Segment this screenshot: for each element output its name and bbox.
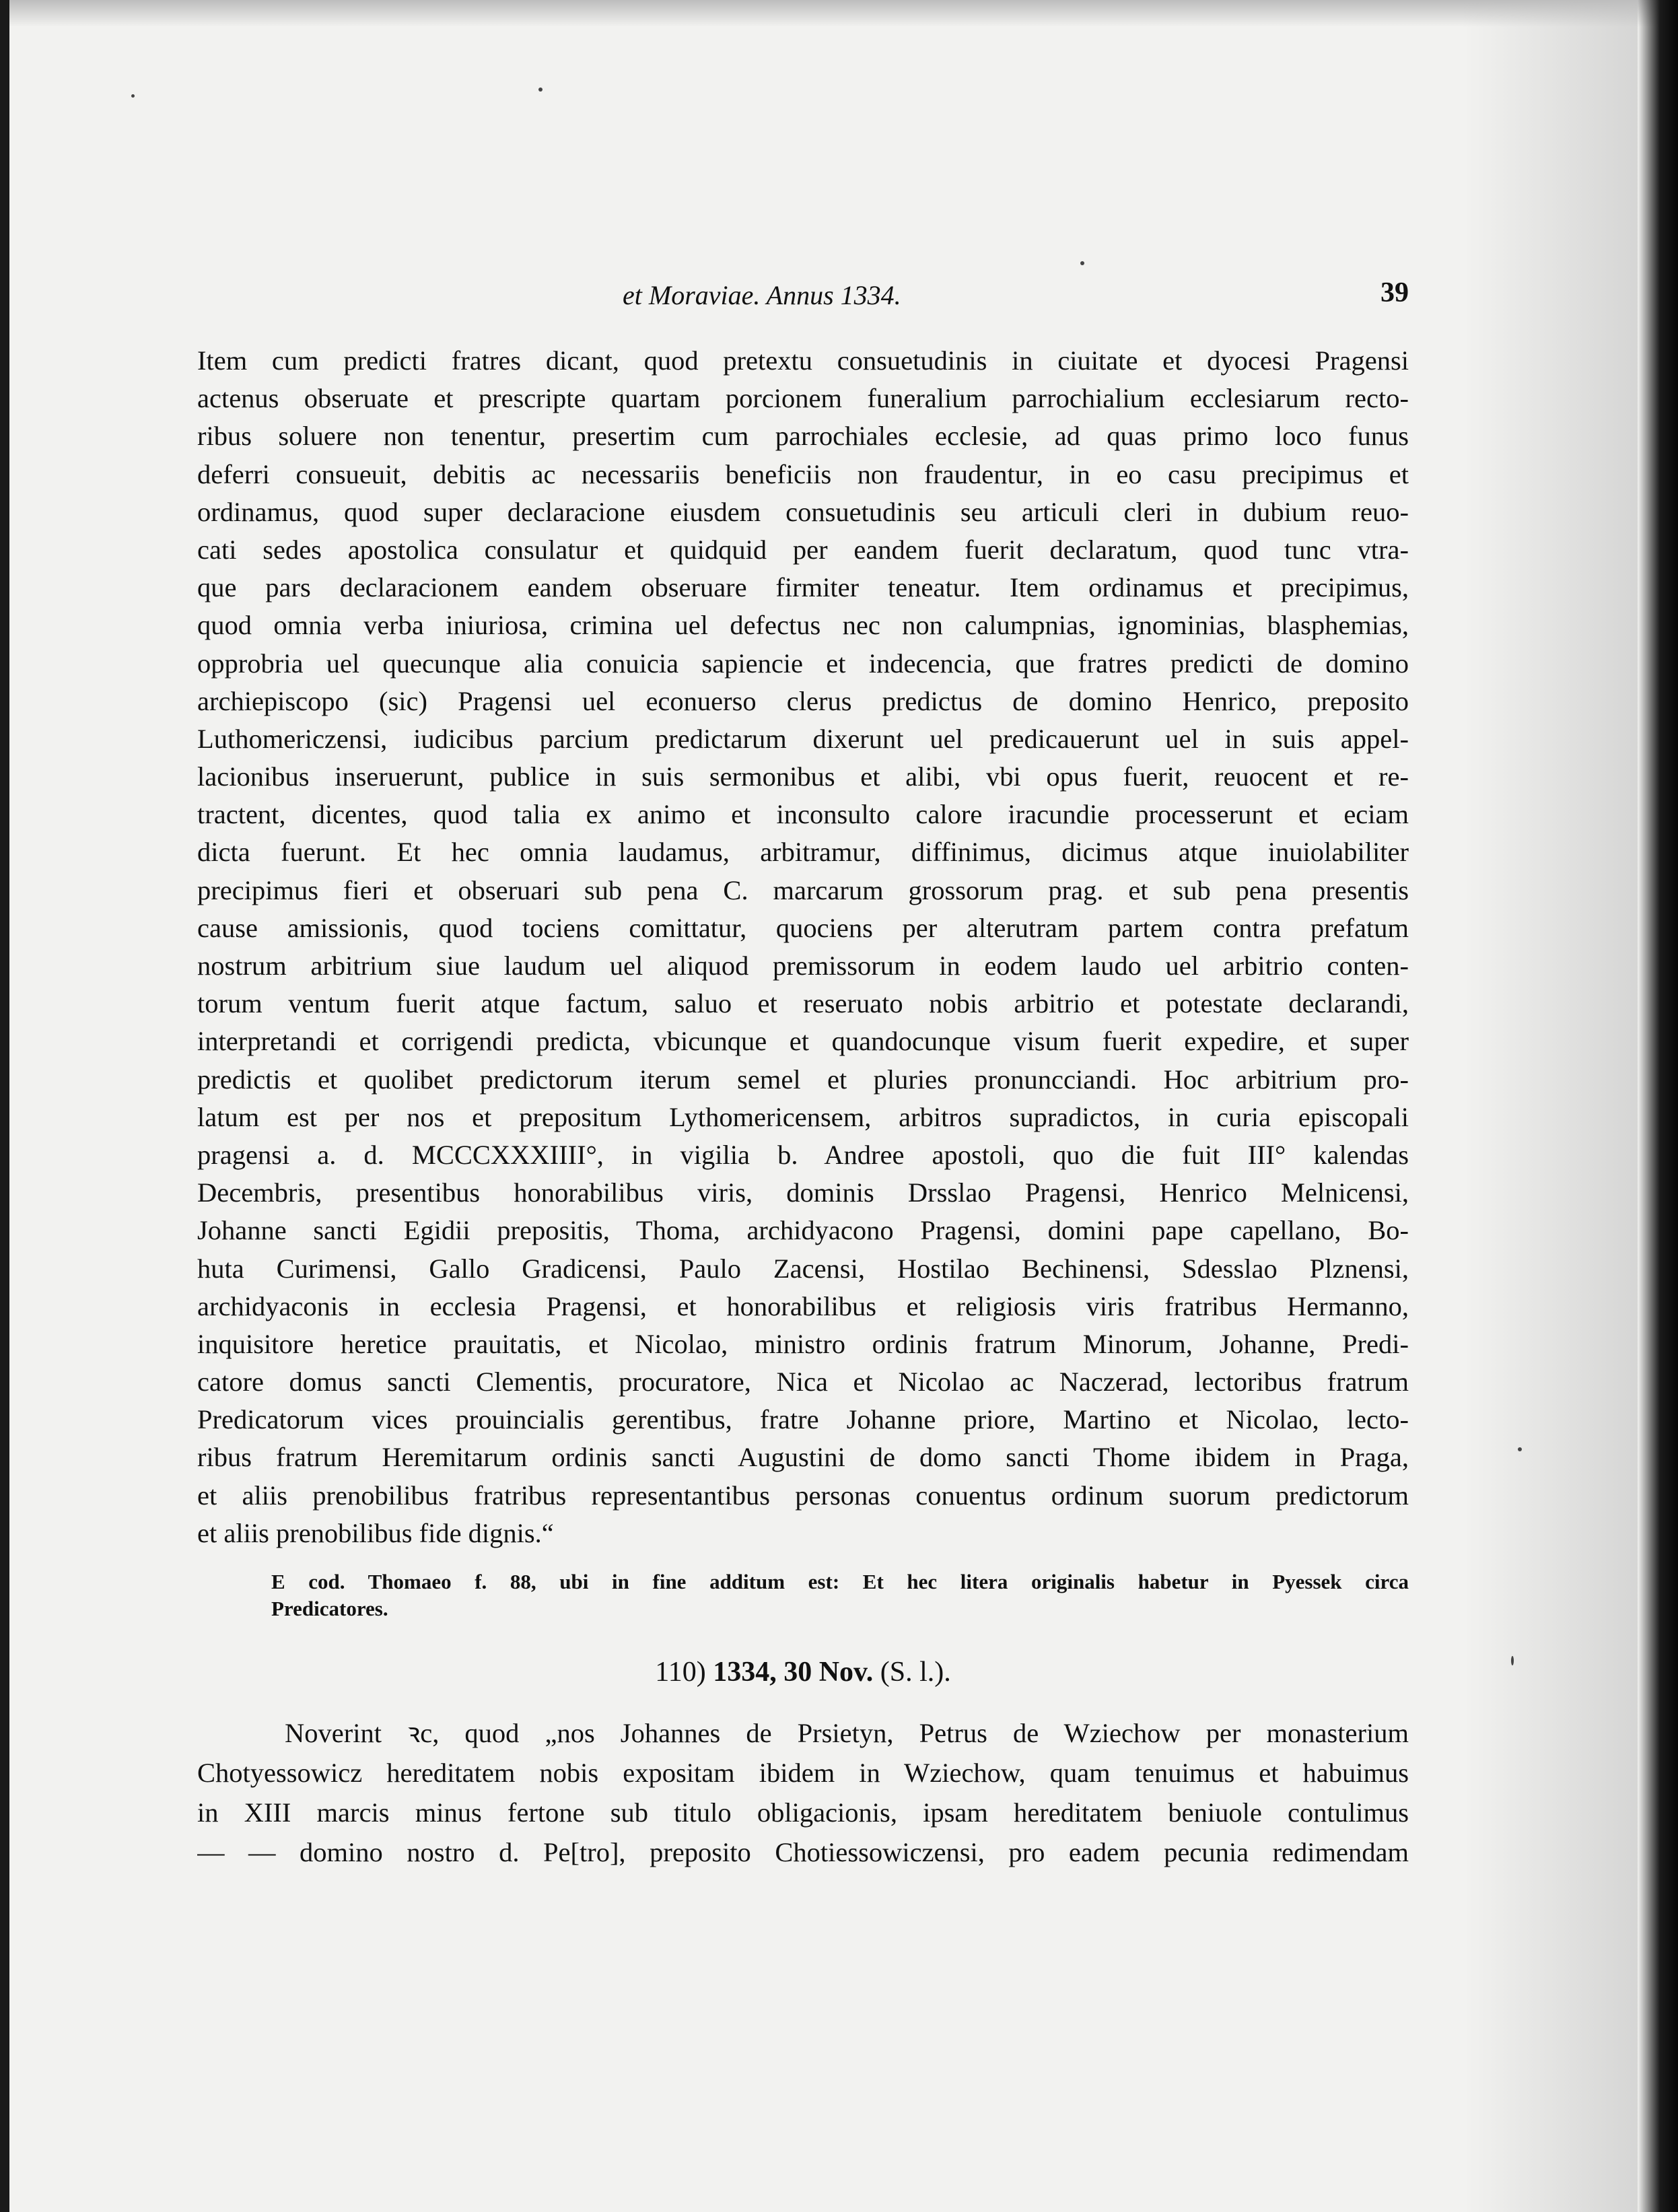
scan-right-border [1638, 0, 1678, 2212]
text-line: lacionibus inseruerunt, publice in suis sermonibus et alibi, vbi opus fuerit, reuocent et re- [197, 761, 1409, 792]
text-line: torum ventum fuerit atque factum, saluo et reseruato nobis arbitrio et potestate declarandi, [197, 988, 1409, 1019]
document-heading [197, 1656, 1409, 1688]
text-line: ordinamus, quod super declaracione eiusdem consuetudinis seu articuli cleri in dubium reuo- [197, 496, 1409, 527]
scan-left-border [0, 0, 9, 2212]
text-line: ribus fratrum Heremitarum ordinis sancti Augustini de domo sancti Thome ibidem in Praga, [197, 1442, 1409, 1473]
text-line: que pars declaracionem eandem obseruare firmiter teneatur. Item ordinamus et precipimus, [197, 572, 1409, 603]
main-text [197, 342, 1409, 1552]
text-line: archidyaconis in ecclesia Pragensi, et honorabilibus et religiosis viris fratribus Hermanno, [197, 1290, 1409, 1321]
scan-speck [1080, 261, 1084, 265]
source-note [271, 1568, 1409, 1622]
scan-speck [1511, 1656, 1514, 1665]
text-line: cati sedes apostolica consulatur et quidquid per eandem fuerit declaratum, quod tunc vtra- [197, 534, 1409, 565]
text-line: deferri consueuit, debitis ac necessariis beneficiis non fraudentur, in eo casu precipimus et [197, 458, 1409, 489]
text-line: Item cum predicti fratres dicant, quod pretextu consuetudinis in ciuitate et dyocesi Pragensi [197, 345, 1409, 376]
scan-speck [131, 94, 135, 98]
text-line: in XIII marcis minus fertone sub titulo obligacionis, ipsam hereditatem beniuole contulimus [197, 1797, 1409, 1828]
running-head-title: et Moraviae. Annus 1334. [623, 280, 901, 310]
text-line: latum est per nos et prepositum Lythomericensem, arbitros supradictos, in curia episcopali [197, 1101, 1409, 1132]
text-line: actenus obseruate et prescripte quartam porcionem funeralium parrochialium ecclesiarum recto- [197, 383, 1409, 414]
document-text [197, 1713, 1409, 1872]
text-line: predictis et quolibet predictorum iterum semel et pluries pronuncciandi. Hoc arbitrium pro- [197, 1064, 1409, 1095]
text-line: huta Curimensi, Gallo Gradicensi, Paulo Zacensi, Hostilao Bechinensi, Sdesslao Plznensi, [197, 1253, 1409, 1284]
text-line: interpretandi et corrigendi predicta, vbicunque et quandocunque visum fuerit expedire, et super [197, 1026, 1409, 1057]
text-line: nostrum arbitrium siue laudum uel aliquod premissorum in eodem laudo uel arbitrio conten- [197, 951, 1409, 981]
text-line: Noverint ꝛc, quod „nos Johannes de Prsietyn, Petrus de Wziechow per monasterium [285, 1718, 1409, 1748]
document-date: 1334, 30 Nov. [713, 1657, 874, 1688]
text-line: Predicatorum vices prouincialis gerentibus, fratre Johanne priore, Martino et Nicolao, lecto- [197, 1404, 1409, 1435]
text-line: archiepiscopo (sic) Pragensi uel econuerso clerus predictus de domino Henrico, preposito [197, 685, 1409, 716]
scan-right-shading [1463, 0, 1638, 2212]
text-line: inquisitore heretice prauitatis, et Nicolao, ministro ordinis fratrum Minorum, Johanne, Predi- [197, 1328, 1409, 1359]
text-line: dicta fuerunt. Et hec omnia laudamus, arbitramur, diffinimus, dicimus atque inuiolabiliter [197, 837, 1409, 868]
scan-top-shadow [0, 0, 1678, 27]
text-line: precipimus fieri et obseruari sub pena C. marcarum grossorum prag. et sub pena presentis [197, 874, 1409, 905]
text-line: tractent, dicentes, quod talia ex animo et inconsulto calore iracundie processerunt et eciam [197, 799, 1409, 830]
text-line: Johanne sancti Egidii prepositis, Thoma, archidyacono Pragensi, domini pape capellano, Bo- [197, 1215, 1409, 1246]
text-line: opprobria uel quecunque alia conuicia sapiencie et indecencia, que fratres predicti de domino [197, 648, 1409, 679]
text-line: cause amissionis, quod tociens comittatur, quociens per alterutram partem contra prefatum [197, 912, 1409, 943]
scan-speck [1518, 1447, 1522, 1451]
text-line: catore domus sancti Clementis, procuratore, Nica et Nicolao ac Naczerad, lectoribus fratrum [197, 1367, 1409, 1397]
text-line: et aliis prenobilibus fratribus representantibus personas conuentus ordinum suorum predictorum [197, 1480, 1409, 1511]
text-line: — — domino nostro d. Pe[tro], preposito Chotiessowiczensi, pro eadem pecunia redimendam [197, 1837, 1409, 1867]
text-line: Chotyessowicz hereditatem nobis expositam ibidem in Wziechow, quam tenuimus et habuimus [197, 1758, 1409, 1788]
running-head [197, 273, 1409, 320]
source-note-line: Predicatores. [271, 1597, 388, 1620]
text-line: pragensi a. d. MCCCXXXIIII°, in vigilia b. Andree apostoli, quo die fuit III° kalendas [197, 1139, 1409, 1170]
text-line: et aliis prenobilibus fide dignis.“ [197, 1517, 554, 1548]
text-line: Luthomericzensi, iudicibus parcium predictarum dixerunt uel predicauerunt uel in suis appel- [197, 723, 1409, 754]
document-number: 110) [655, 1657, 706, 1688]
scan-speck [538, 88, 543, 92]
page-number: 39 [1380, 277, 1409, 308]
text-line: quod omnia verba iniuriosa, crimina uel defectus nec non calumpnias, ignominias, blasphemias, [197, 610, 1409, 641]
document-place: (S. l.). [880, 1657, 951, 1688]
text-line: ribus soluere non tenentur, presertim cum parrochiales ecclesie, ad quas primo loco funus [197, 421, 1409, 452]
text-line: Decembris, presentibus honorabilibus viris, dominis Drsslao Pragensi, Henrico Melnicensi, [197, 1177, 1409, 1208]
source-note-line: E cod. Thomaeo f. 88, ubi in fine additum est: Et hec litera originalis habetur in Pyessek circa [271, 1570, 1409, 1593]
